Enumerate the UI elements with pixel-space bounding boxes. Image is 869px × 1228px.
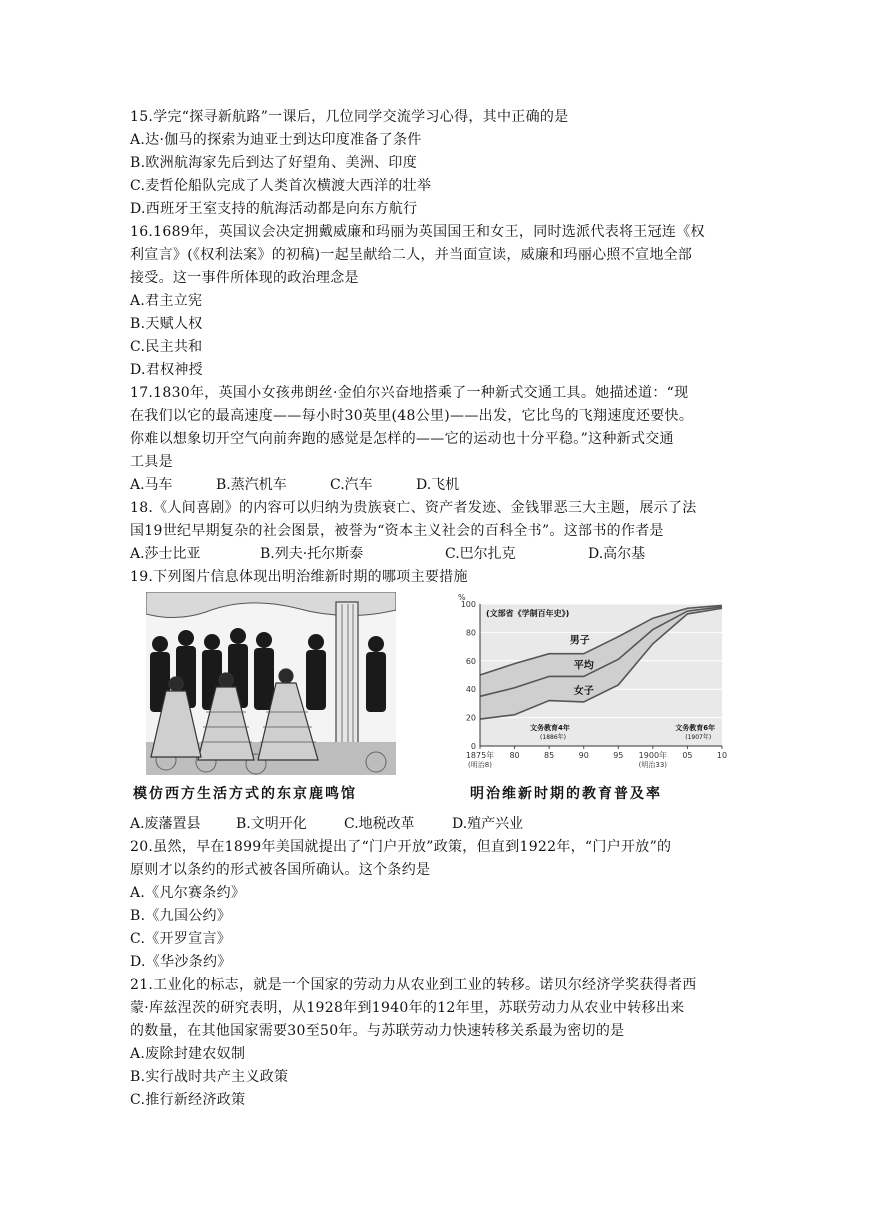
x-tick-label: 10: [716, 751, 728, 760]
q18-option-c: C.巴尔扎克: [445, 546, 516, 562]
y-unit-label: %: [458, 593, 466, 602]
education-chart-svg: [444, 590, 734, 780]
q20-option-d: D.《华沙条约》: [130, 954, 232, 970]
annotation-sublabel-2: (1907年): [685, 734, 712, 741]
chart-source-label: (文部省《学制百年史》): [486, 609, 570, 618]
q16-stem-line-2: 利宣言》(《权利法案》的初稿)一起呈献给二人，并当面宣读，威廉和玛丽心照不宣地全部: [130, 247, 693, 263]
series-label-2: 平均: [573, 660, 594, 672]
q19-option-c: C.地税改革: [344, 816, 415, 832]
left-figure-caption: 模仿西方生活方式的东京鹿鸣馆: [133, 786, 357, 802]
x-tick-label: 90: [578, 751, 589, 760]
q21-option-c: C.推行新经济政策: [130, 1092, 246, 1108]
q21-stem-line-2: 蒙·库兹涅茨的研究表明，从1928年到1940年的12年里，苏联劳动力从农业中转移出来: [130, 1000, 685, 1016]
q18-option-a: A.莎士比亚: [130, 546, 201, 562]
q20-stem-line-2: 原则才以条约的形式被各国所确认。这个条约是: [130, 862, 431, 878]
q17-option-c: C.汽车: [330, 477, 373, 493]
q19-stem: 19.下列图片信息体现出明治维新时期的哪项主要措施: [130, 569, 468, 585]
rokumeikan-illustration: [146, 592, 396, 775]
q15-option-d: D.西班牙王室支持的航海活动都是向东方航行: [130, 201, 418, 217]
y-tick-label: 80: [465, 628, 476, 638]
q17-stem-line-4: 工具是: [130, 454, 173, 470]
q17-stem-line-2: 在我们以它的最高速度——每小时30英里(48公里)——出发，它比鸟的飞翔速度还要快。: [130, 408, 694, 424]
q20-stem-line-1: 20.虽然，早在1899年美国就提出了“门户开放”政策，但直到1922年，“门户开放”的: [130, 839, 672, 855]
q18-option-b: B.列夫·托尔斯泰: [260, 546, 364, 562]
series-label-3: 女子: [573, 685, 594, 697]
q16-stem-line-1: 16.1689年，英国议会决定拥戴威廉和玛丽为英国国王和女王，同时选派代表将王冠连《权: [130, 224, 705, 240]
x-tick-label: 1875年: [465, 751, 495, 760]
q15-option-c: C.麦哲伦船队完成了人类首次横渡大西洋的壮举: [130, 178, 432, 194]
q18-option-d: D.高尔基: [588, 546, 646, 562]
q16-option-b: B.天赋人权: [130, 316, 203, 332]
annotation-label-1: 文务教育4年: [530, 724, 570, 732]
q21-option-a: A.废除封建农奴制: [130, 1046, 246, 1062]
education-chart: [444, 590, 734, 780]
y-tick-label: 0: [470, 742, 476, 751]
rokumeikan-drawing: [146, 592, 396, 775]
q20-option-c: C.《开罗宣言》: [130, 931, 232, 947]
q17-stem-line-1: 17.1830年，英国小女孩弗朗丝·金伯尔兴奋地搭乘了一种新式交通工具。她描述道：“现: [130, 385, 689, 401]
y-tick-label: 20: [465, 713, 476, 723]
annotation-label-2: 文务教育6年: [675, 724, 716, 732]
q19-option-a: A.废藩置县: [130, 816, 201, 832]
x-tick-label: 85: [544, 751, 555, 760]
q21-stem-line-1: 21.工业化的标志，就是一个国家的劳动力从农业到工业的转移。诺贝尔经济学奖获得者西: [130, 977, 697, 993]
q15-option-a: A.达·伽马的探索为迪亚士到达印度准备了条件: [130, 132, 422, 148]
q16-stem-line-3: 接受。这一事件所体现的政治理念是: [130, 270, 359, 286]
q16-option-c: C.民主共和: [130, 339, 203, 355]
q15-option-b: B.欧洲航海家先后到达了好望角、美洲、印度: [130, 155, 418, 171]
q19-option-b: B.文明开化: [236, 816, 307, 832]
annotation-sublabel-1: (1886年): [540, 734, 567, 741]
right-figure-caption: 明治维新时期的教育普及率: [470, 786, 662, 802]
q21-stem-line-3: 的数量，在其他国家需要30至50年。与苏联劳动力快速转移关系最为密切的是: [130, 1023, 625, 1039]
q20-option-b: B.《九国公约》: [130, 908, 232, 924]
y-tick-label: 100: [460, 600, 476, 609]
q18-stem-line-1: 18.《人间喜剧》的内容可以归纳为贵族衰亡、资产者发迹、金钱罪恶三大主题，展示了法: [130, 500, 697, 516]
x-tick-label: 80: [509, 751, 520, 760]
x-tick-label: 05: [682, 751, 693, 760]
x-tick-sublabel: (明治33): [638, 761, 668, 769]
x-tick-label: 1900年: [638, 751, 668, 760]
y-tick-label: 60: [465, 656, 476, 666]
y-tick-label: 40: [465, 685, 476, 695]
series-label-1: 男子: [569, 635, 590, 647]
q17-option-b: B.蒸汽机车: [216, 477, 287, 493]
q16-option-d: D.君权神授: [130, 362, 203, 378]
x-tick-sublabel: (明治8): [468, 761, 492, 769]
q15-stem: 15.学完“探寻新航路”一课后，几位同学交流学习心得，其中正确的是: [130, 109, 569, 125]
q18-stem-line-2: 国19世纪早期复杂的社会图景，被誉为“资本主义社会的百科全书”。这部书的作者是: [130, 523, 664, 539]
q20-option-a: A.《凡尔赛条约》: [130, 885, 246, 901]
q19-option-d: D.殖产兴业: [452, 816, 524, 832]
x-tick-label: 95: [613, 751, 624, 760]
q16-option-a: A.君主立宪: [130, 293, 203, 309]
q21-option-b: B.实行战时共产主义政策: [130, 1069, 289, 1085]
q17-option-a: A.马车: [130, 477, 173, 493]
q17-stem-line-3: 你难以想象切开空气向前奔跑的感觉是怎样的——它的运动也十分平稳。”这种新式交通: [130, 431, 674, 447]
q17-option-d: D.飞机: [416, 477, 460, 493]
